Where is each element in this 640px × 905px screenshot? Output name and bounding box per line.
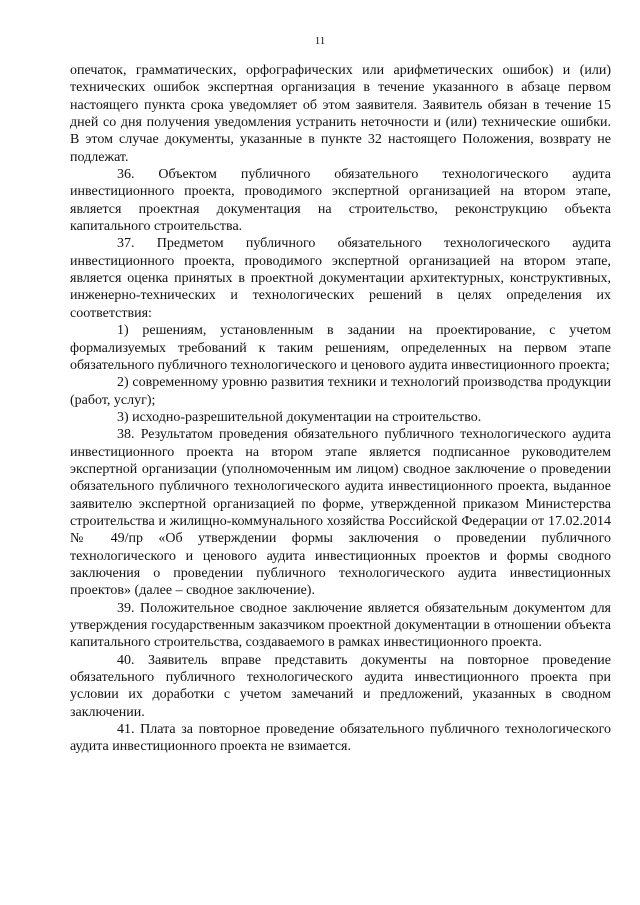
paragraph-39: 39. Положительное сводное заключение является обязательным документом для утверждения государственным заказчиком проектной документации в отношении объекта капитального строительства, создаваемого в рамках инвестиционного проекта.: [70, 600, 611, 651]
list-item-3: 3) исходно-разрешительной документации на строительство.: [117, 409, 482, 425]
paragraph-37: 37. Предметом публичного обязательного технологического аудита инвестиционного проекта, проводимого экспертной организацией на втором этапе, является оценка принятых в проектной документации архитектурных, конструктивных, инженерно-технических и технологических решений в целях определения их соответствия:: [70, 236, 611, 321]
list-item-1: 1) решениям, установленным в задании на проектирование, с учетом формализуемых требований к таким решениям, определенных на первом этапе обязательного публичного технологического и ценового аудита инвестиционного проекта;: [70, 323, 611, 373]
page-number: 11: [314, 35, 326, 47]
paragraph-41: 41. Плата за повторное проведение обязательного публичного технологического аудита инвестиционного проекта не взимается.: [70, 722, 611, 755]
document-body: [70, 62, 611, 756]
paragraph-40: 40. Заявитель вправе представить документы на повторное проведение обязательного публичного технологического аудита инвестиционного проекта при условии их доработки с учетом замечаний и предложений, указанных в сводном заключении.: [70, 652, 611, 720]
paragraph-continuation: опечаток, грамматических, орфографических или арифметических ошибок) и (или) технических ошибок экспертная организация в течение указанного в абзаце первом настоящего пункта срока уведомляет об этом заявителя. Заявитель обязан в течение 15 дней со дня получения уведомления устранить неточности и (или) технические ошибки. В этом случае документы, указанные в пункте 32 настоящего Положения, возврату не подлежат.: [70, 63, 611, 165]
paragraph-38: 38. Результатом проведения обязательного публичного технологического аудита инвестиционного проекта на втором этапе является подписанное руководителем экспертной организации (уполномоченным им лицом) сводное заключение о проведении обязательного публичного технологического аудита инвестиционного проекта, выданное заявителю экспертной организацией по форме, утвержденной приказом Министерства строительства и жилищно-коммунального хозяйства Российской Федерации от 17.02.2014 № 49/пр «Об утверждении формы заключения о проведении публичного технологического и ценового аудита инвестиционных проектов и формы сводного заключения о проведении публичного технологического аудита инвестиционных проектов» (далее – сводное заключение).: [70, 427, 611, 599]
paragraph-36: 36. Объектом публичного обязательного технологического аудита инвестиционного проекта, проводимого экспертной организацией на втором этапе, является проектная документация на строительство, реконструкцию объекта капитального строительства.: [70, 167, 611, 235]
list-item-2: 2) современному уровню развития техники и технологий производства продукции (работ, услуг);: [70, 375, 611, 408]
